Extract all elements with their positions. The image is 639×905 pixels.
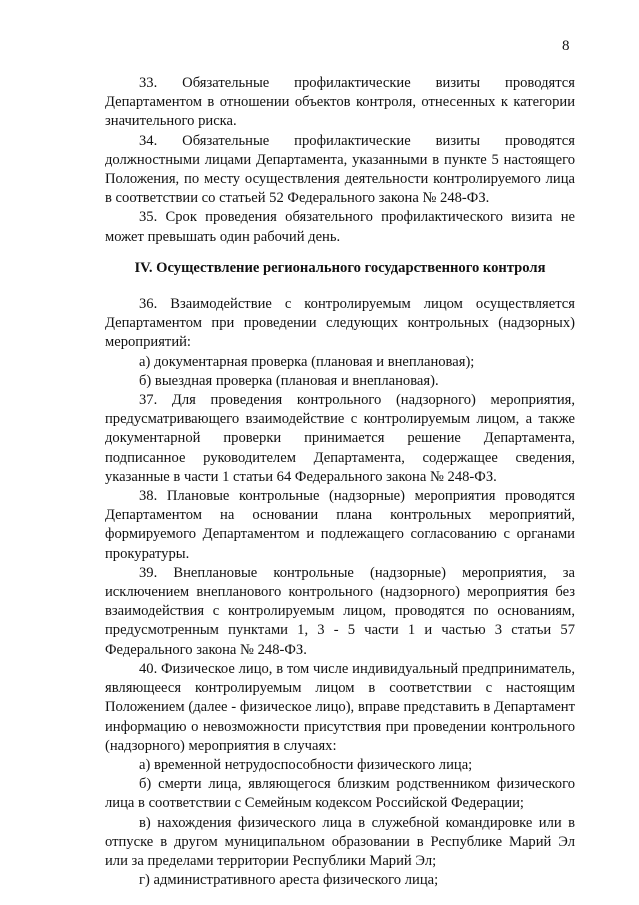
document-body bbox=[105, 74, 575, 890]
paragraph-33: 33. Обязательные профилактические визиты проводятся Департаментом в отношении объектов контроля, отнесенных к категории значительного риска. bbox=[105, 75, 575, 130]
paragraph-37: 37. Для проведения контрольного (надзорного) мероприятия, предусматривающего взаимодействие с контролируемым лицом, а также документарной проверки принимается решение Департамента, подписанное руководителем Департамента, содержащее сведения, указанные в части 1 статьи 64 Федерального закона № 248-ФЗ. bbox=[105, 392, 575, 485]
paragraph-34: 34. Обязательные профилактические визиты проводятся должностными лицами Департамента, указанными в пункте 5 настоящего Положения, по месту осуществления деятельности контролируемого лица в соответствии со статьей 52 Федерального закона № 248-ФЗ. bbox=[105, 132, 575, 207]
section-heading-iv: IV. Осуществление регионального государственного контроля bbox=[134, 259, 546, 276]
paragraph-40: 40. Физическое лицо, в том числе индивидуальный предприниматель, являющееся контролируемым лицом в соответствии с настоящим Положением (далее - физическое лицо), вправе представить в Департамент информацию о невозможности присутствия при проведении контрольного (надзорного) мероприятия в случаях: bbox=[105, 660, 575, 754]
subitem-36-b: б) выездная проверка (плановая и внеплановая). bbox=[139, 372, 439, 389]
subitem-36-a: а) документарная проверка (плановая и внеплановая); bbox=[139, 353, 475, 370]
subitem-40-b: б) смерти лица, являющегося близким родственником физического лица в соответствии с Семейным кодексом Российской Федерации; bbox=[105, 776, 575, 812]
page-number: 8 bbox=[562, 38, 570, 54]
paragraph-36: 36. Взаимодействие с контролируемым лицом осуществляется Департаментом при проведении следующих контрольных (надзорных) мероприятий: bbox=[105, 296, 575, 351]
subitem-40-v: в) нахождения физического лица в служебной командировке или в отпуске в другом муниципальном образовании в Республике Марий Эл или за пределами территории Республики Марий Эл; bbox=[105, 814, 575, 869]
subitem-40-g: г) административного ареста физического лица; bbox=[139, 872, 439, 889]
paragraph-35: 35. Срок проведения обязательного профилактического визита не может превышать один рабочий день. bbox=[105, 209, 575, 245]
paragraph-39: 39. Внеплановые контрольные (надзорные) мероприятия, за исключением внепланового контрольного (надзорного) мероприятия без взаимодействия с контролируемым лицом, проводятся по основаниям, предусмотренным пунктами 1, 3 - 5 части 1 и частью 3 статьи 57 Федерального закона № 248-ФЗ. bbox=[105, 564, 575, 658]
subitem-40-a: а) временной нетрудоспособности физического лица; bbox=[139, 756, 473, 773]
paragraph-38: 38. Плановые контрольные (надзорные) мероприятия проводятся Департаментом на основании плана контрольных мероприятий, формируемого Департаментом и подлежащего согласованию с органами прокуратуры. bbox=[105, 488, 575, 562]
